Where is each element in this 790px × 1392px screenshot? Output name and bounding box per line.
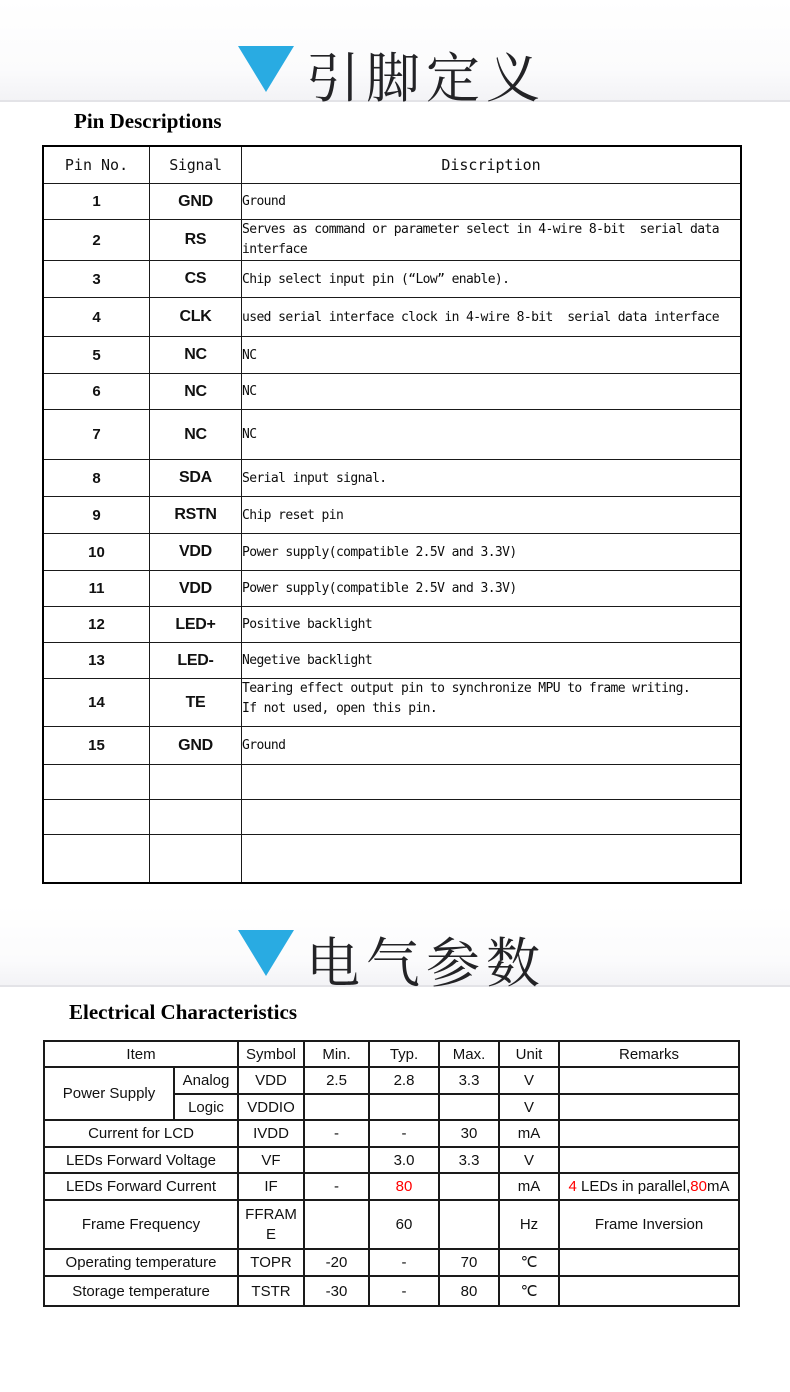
- symbol-cell: [238, 1200, 304, 1249]
- signal-cell: CS: [150, 261, 242, 298]
- pin-number-cell: 14: [43, 679, 150, 727]
- min-cell: -: [304, 1173, 369, 1200]
- pin-number-cell: 4: [43, 298, 150, 337]
- signal-cell: LED-: [150, 643, 242, 679]
- description-cell: Ground: [242, 184, 742, 220]
- pin-table-row: [43, 337, 741, 374]
- item-cell: Power Supply: [44, 1067, 174, 1120]
- remarks-cell: Frame Inversion: [559, 1200, 739, 1249]
- typ-cell: 3.0: [369, 1147, 439, 1173]
- signal-cell: LED+: [150, 607, 242, 643]
- max-cell: 70: [439, 1249, 499, 1276]
- signal-cell: NC: [150, 337, 242, 374]
- pin-table-header-row: [43, 146, 741, 184]
- signal-cell: TE: [150, 679, 242, 727]
- signal-cell: [150, 800, 242, 835]
- description-cell: NC: [242, 374, 742, 410]
- unit-cell: ℃: [499, 1249, 559, 1276]
- elec-table-row: [44, 1067, 739, 1094]
- description-cell: NC: [242, 337, 742, 374]
- description-cell: [242, 679, 742, 727]
- description-cell: [242, 765, 742, 800]
- description-cell: Chip select input pin (“Low” enable).: [242, 261, 742, 298]
- item-cell: LEDs Forward Current: [44, 1173, 238, 1200]
- max-cell: 30: [439, 1120, 499, 1147]
- remarks-cell: [559, 1249, 739, 1276]
- max-cell: 3.3: [439, 1067, 499, 1094]
- signal-cell: SDA: [150, 460, 242, 497]
- unit-cell: V: [499, 1067, 559, 1094]
- symbol-cell: IVDD: [238, 1120, 304, 1147]
- symbol-cell: TSTR: [238, 1276, 304, 1306]
- signal-cell: GND: [150, 184, 242, 220]
- description-cell: Power supply(compatible 2.5V and 3.3V): [242, 534, 742, 571]
- typ-cell: -: [369, 1249, 439, 1276]
- max-cell: 3.3: [439, 1147, 499, 1173]
- pin-number-cell: 12: [43, 607, 150, 643]
- pin-number-cell: 15: [43, 727, 150, 765]
- pin-number-cell: 7: [43, 410, 150, 460]
- description-cell: Ground: [242, 727, 742, 765]
- remarks-cell: [559, 1173, 739, 1200]
- signal-cell: RSTN: [150, 497, 242, 534]
- typ-cell: 2.8: [369, 1067, 439, 1094]
- unit-cell: mA: [499, 1120, 559, 1147]
- unit-cell: ℃: [499, 1276, 559, 1306]
- signal-cell: VDD: [150, 571, 242, 607]
- pin-number-cell: 9: [43, 497, 150, 534]
- pin-number-cell: 6: [43, 374, 150, 410]
- description-cell: [242, 800, 742, 835]
- min-cell: -: [304, 1120, 369, 1147]
- description-cell: [242, 835, 742, 883]
- elec-table-row: [44, 1120, 739, 1147]
- unit-cell: mA: [499, 1173, 559, 1200]
- symbol-cell: VDD: [238, 1067, 304, 1094]
- signal-cell: GND: [150, 727, 242, 765]
- elec-table-row: [44, 1200, 739, 1249]
- remarks-segment: mA: [706, 1178, 730, 1195]
- pin-table-row: [43, 460, 741, 497]
- elec-table-row: [44, 1173, 739, 1200]
- remarks-segment: 4: [568, 1178, 577, 1195]
- item-cell: Operating temperature: [44, 1249, 238, 1276]
- elec-table-row: [44, 1147, 739, 1173]
- unit-header: Unit: [499, 1041, 559, 1067]
- pin-number-cell: 11: [43, 571, 150, 607]
- symbol-cell: VDDIO: [238, 1094, 304, 1120]
- description-line: interface: [242, 242, 308, 257]
- signal-cell: NC: [150, 410, 242, 460]
- unit-cell: V: [499, 1147, 559, 1173]
- description-cell: Positive backlight: [242, 607, 742, 643]
- item-cell: Frame Frequency: [44, 1200, 238, 1249]
- pin-table-row: [43, 298, 741, 337]
- remarks-header: Remarks: [559, 1041, 739, 1067]
- pin-descriptions-heading: Pin Descriptions: [74, 109, 222, 133]
- min-header: Min.: [304, 1041, 369, 1067]
- pin-no-header: Pin No.: [43, 146, 150, 184]
- electrical-section-title-cn: 电气参数: [306, 932, 546, 995]
- item-sub-cell: Analog: [174, 1067, 238, 1094]
- pin-table-row: [43, 374, 741, 410]
- pin-number-cell: 8: [43, 460, 150, 497]
- pin-number-cell: 1: [43, 184, 150, 220]
- pin-table-row: [43, 607, 741, 643]
- description-cell: NC: [242, 410, 742, 460]
- pin-table-row: [43, 261, 741, 298]
- triangle-bullet-icon: [238, 930, 294, 976]
- description-line: If not used, open this pin.: [242, 701, 438, 716]
- min-cell: [304, 1147, 369, 1173]
- description-cell: [242, 220, 742, 261]
- pin-table-row: [43, 534, 741, 571]
- description-cell: Power supply(compatible 2.5V and 3.3V): [242, 571, 742, 607]
- pin-number-cell: [43, 835, 150, 883]
- symbol-text: FFRAME: [245, 1205, 297, 1243]
- pin-table-row: [43, 679, 741, 727]
- triangle-bullet-icon: [238, 46, 294, 92]
- min-cell: 2.5: [304, 1067, 369, 1094]
- item-cell: Storage temperature: [44, 1276, 238, 1306]
- signal-cell: VDD: [150, 534, 242, 571]
- min-cell: [304, 1094, 369, 1120]
- pin-number-cell: [43, 800, 150, 835]
- min-cell: -20: [304, 1249, 369, 1276]
- electrical-characteristics-heading: Electrical Characteristics: [69, 1000, 297, 1024]
- signal-cell: [150, 835, 242, 883]
- remarks-cell: [559, 1067, 739, 1094]
- pin-table-row: [43, 727, 741, 765]
- pin-number-cell: 13: [43, 643, 150, 679]
- remarks-cell: [559, 1120, 739, 1147]
- typ-cell: [369, 1094, 439, 1120]
- pin-table-row: [43, 220, 741, 261]
- pin-table-row: [43, 571, 741, 607]
- electrical-characteristics-table: [43, 1040, 740, 1307]
- symbol-cell: TOPR: [238, 1249, 304, 1276]
- signal-cell: RS: [150, 220, 242, 261]
- remarks-segment: 80: [690, 1178, 707, 1195]
- symbol-header: Symbol: [238, 1041, 304, 1067]
- description-cell: used serial interface clock in 4-wire 8-bit serial data interface: [242, 298, 742, 337]
- min-cell: -30: [304, 1276, 369, 1306]
- pin-table-row: [43, 410, 741, 460]
- item-header: Item: [44, 1041, 238, 1067]
- elec-table-header-row: [44, 1041, 739, 1067]
- description-cell: Serial input signal.: [242, 460, 742, 497]
- min-cell: [304, 1200, 369, 1249]
- description-line: Serves as command or parameter select in 4-wire 8-bit serial data: [242, 222, 719, 237]
- pin-number-cell: 2: [43, 220, 150, 261]
- elec-table-row: [44, 1249, 739, 1276]
- remarks-cell: [559, 1147, 739, 1173]
- pin-table-row: [43, 835, 741, 883]
- pin-descriptions-table: [42, 145, 742, 884]
- pin-number-cell: 10: [43, 534, 150, 571]
- pin-table-row: [43, 765, 741, 800]
- discription-header: Discription: [242, 146, 742, 184]
- pin-number-cell: 5: [43, 337, 150, 374]
- elec-table-row: [44, 1276, 739, 1306]
- remarks-cell: [559, 1094, 739, 1120]
- typ-cell: -: [369, 1276, 439, 1306]
- unit-cell: Hz: [499, 1200, 559, 1249]
- signal-header: Signal: [150, 146, 242, 184]
- pin-number-cell: 3: [43, 261, 150, 298]
- item-cell: LEDs Forward Voltage: [44, 1147, 238, 1173]
- typ-cell: -: [369, 1120, 439, 1147]
- max-cell: [439, 1094, 499, 1120]
- item-cell: Current for LCD: [44, 1120, 238, 1147]
- signal-cell: CLK: [150, 298, 242, 337]
- pin-table-row: [43, 184, 741, 220]
- unit-cell: V: [499, 1094, 559, 1120]
- max-cell: [439, 1173, 499, 1200]
- max-cell: 80: [439, 1276, 499, 1306]
- signal-cell: [150, 765, 242, 800]
- pin-table-row: [43, 643, 741, 679]
- typ-cell: 80: [369, 1173, 439, 1200]
- signal-cell: NC: [150, 374, 242, 410]
- item-sub-cell: Logic: [174, 1094, 238, 1120]
- remarks-segment: LEDs in parallel,: [576, 1178, 691, 1195]
- pin-table-row: [43, 800, 741, 835]
- pin-number-cell: [43, 765, 150, 800]
- pin-table-row: [43, 497, 741, 534]
- max-header: Max.: [439, 1041, 499, 1067]
- remarks-cell: [559, 1276, 739, 1306]
- symbol-cell: IF: [238, 1173, 304, 1200]
- symbol-cell: VF: [238, 1147, 304, 1173]
- typ-cell: 60: [369, 1200, 439, 1249]
- description-cell: Negetive backlight: [242, 643, 742, 679]
- description-cell: Chip reset pin: [242, 497, 742, 534]
- max-cell: [439, 1200, 499, 1249]
- description-line: Tearing effect output pin to synchronize MPU to frame writing.: [242, 681, 691, 696]
- pin-section-title-cn: 引脚定义: [306, 47, 546, 110]
- typ-header: Typ.: [369, 1041, 439, 1067]
